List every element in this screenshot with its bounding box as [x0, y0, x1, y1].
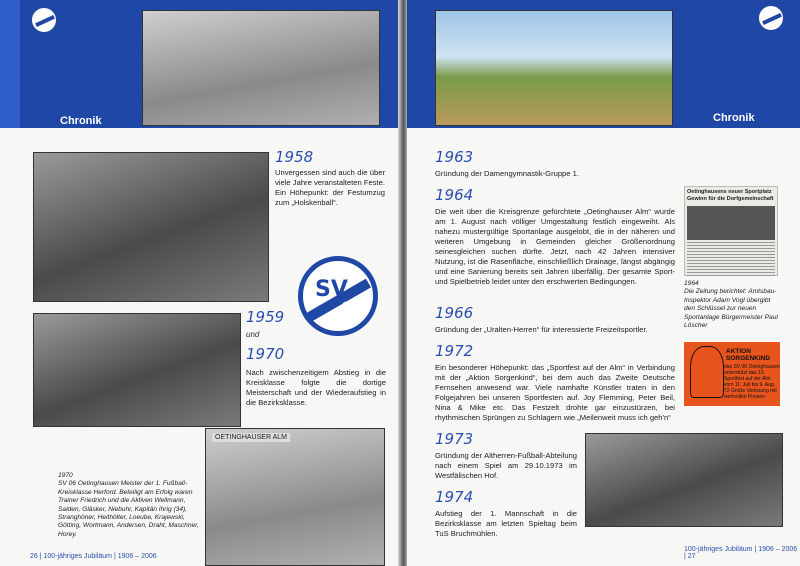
caption-text: Beteiligt am Erfolg waren Trainer Friedrich und die Aktiven Wellmann, Salden, Gläsker, Niebuhr, Kapitän Ihrig (34), Stranghöner, Heithölter, Loeube, Krajewski, Götting, Wortmann, Andersen, Draht, Maschner, Horey. — [58, 488, 199, 538]
footer-jubilee: 100-jähriges Jubiläum — [684, 546, 753, 553]
year-1972: 1972 — [435, 342, 474, 360]
entry-1964-text: Die weit über die Kreisgrenze gefürchtete „Oetinghauser Alm“ wurde am 1. August nach völliger Umgestaltung festlich eingeweiht. Als nahezu mustergültige Sportanlage ausgelobt, die in der näheren und weiteren Umgebung in Gemeinden gleicher Größenordnung seinesgleichen suchen dürfte. Jetzt, nach 42 Jahren intensiver Nutzung, ist die Rasenfläche, einschließlich Drainage, längst abgängig und eine Sanierung bereits seit Jahren überfällig. Der gesamte Sport- und Spielbetrieb leidet unter den erschwerten Bedingungen. — [435, 207, 675, 286]
entry-1958-text: Unvergessen sind auch die über viele Jahre veranstalteten Feste. Ein Höhepunkt: der Festumzug zum „Holskenball“. — [275, 168, 385, 207]
newspaper-clipping — [684, 186, 778, 276]
logo-sv: SV — [315, 277, 348, 302]
poster-title: AKTION SORGENKIND — [726, 348, 771, 362]
left-band-stripe — [0, 0, 20, 128]
clipping-caption — [684, 280, 778, 330]
sportplatz-photo — [435, 10, 673, 126]
poster-figure-icon — [690, 346, 724, 398]
year-1970: 1970 — [246, 345, 285, 363]
year-1973: 1973 — [435, 430, 474, 448]
logo-06: 06 — [341, 299, 365, 319]
year-1966: 1966 — [435, 304, 474, 322]
altherren-team-photo — [585, 433, 783, 527]
year-1958: 1958 — [275, 148, 314, 166]
year-1974: 1974 — [435, 488, 474, 506]
year-1964: 1964 — [435, 186, 474, 204]
entry-1974-text: Aufstieg der 1. Mannschaft in die Bezirksklasse am letzten Spieltag beim TuS Bruchmühlen. — [435, 509, 577, 538]
entry-1963-text: Gründung der Damengymnastik-Gruppe 1. — [435, 169, 579, 178]
entry-1970-text: Nach zwischenzeitigem Abstieg in die Kreisklasse folgte die dortige Meisterschaft und der Wiederaufstieg in die Bezirksklasse. — [246, 368, 386, 407]
clipping-text-lines — [687, 242, 775, 276]
year-1959: 1959 — [246, 308, 285, 326]
caption-year: 1970 — [58, 472, 73, 479]
caption-title: SV 06 Oetinghausen Meister der 1. Fußball-Kreisklasse Herford. — [58, 480, 188, 496]
clipping-caption-year: 1964 — [684, 280, 699, 287]
club-logo-small-icon — [757, 4, 785, 32]
footer-range: 1906 – 2006 — [117, 553, 157, 560]
team-1970-photo — [205, 428, 385, 566]
year-1963: 1963 — [435, 148, 474, 166]
entry-1972-text: Ein besonderer Höhepunkt: das „Sportfest auf der Alm“ in Verbindung mit der „Aktion Sorgenkind“, bei dem auch das Zweite Deutsche Fernsehen anwesend war. Viele namhafte Künstler traten in den Folgejahren bei unseren Sportfesten auf. Joy Flemming, Peter Beil, Nina & Mike etc. Das Festzelt drohte gar einzustürzen, bei rhythmischen Sprüngen zu Schlagern wie „Meilenweit muss ich geh'n“ — [435, 363, 675, 422]
left-footer: 26 | 100-jähriges Jubiläum | 1906 – 2006 — [30, 553, 157, 560]
clipping-caption-text: Die Zeitung berichtet: Amtsbau-Inspektor Adam Vogl übergibt den Schlüssel zur neuen Sportanlage Bürgermeister Paul Löscher — [684, 288, 778, 330]
page-number: 27 — [687, 553, 696, 560]
header-parade-photo — [142, 10, 380, 126]
connector-und: und — [246, 330, 260, 339]
poster-text: das SV 06 Oetinghausen unterstützt das 15. Sportfest auf der Alm vom 11. Juli bis 9. Aug. 72 Große Verlosung mit wertvollen Preisen — [724, 364, 780, 400]
right-footer: 100-jähriges Jubiläum | 1906 – 2006 | 27 — [684, 546, 798, 560]
footer-jubilee: 100-jähriges Jubiläum — [43, 553, 112, 560]
aktion-sorgenkind-poster — [684, 342, 780, 406]
team-1970-caption — [58, 472, 208, 539]
sv06-logo — [298, 256, 378, 336]
clipping-image — [687, 206, 775, 240]
section-label: Chronik — [60, 115, 102, 127]
entry-1966-text: Gründung der „Uralten-Herren“ für interessierte Freizeitsportler. — [435, 325, 648, 334]
right-page — [407, 0, 800, 566]
team-1959-photo — [33, 313, 241, 427]
entry-1973-text: Gründung der Altherren-Fußball-Abteilung nach einem Spiel am 29.10.1973 im Westfälischen Hof. — [435, 451, 577, 480]
clipping-headline: Oetinghausens neuer Sportplatz Gewinn für die Dorfgemeinschaft — [687, 189, 774, 202]
photo-banner: OETINGHAUSER ALM — [212, 433, 290, 442]
club-logo-small-icon — [30, 6, 58, 34]
page-number: 26 — [30, 553, 38, 560]
footer-range: 1906 – 2006 — [758, 546, 798, 553]
festumzug-photo — [33, 152, 269, 302]
section-label: Chronik — [713, 112, 755, 124]
